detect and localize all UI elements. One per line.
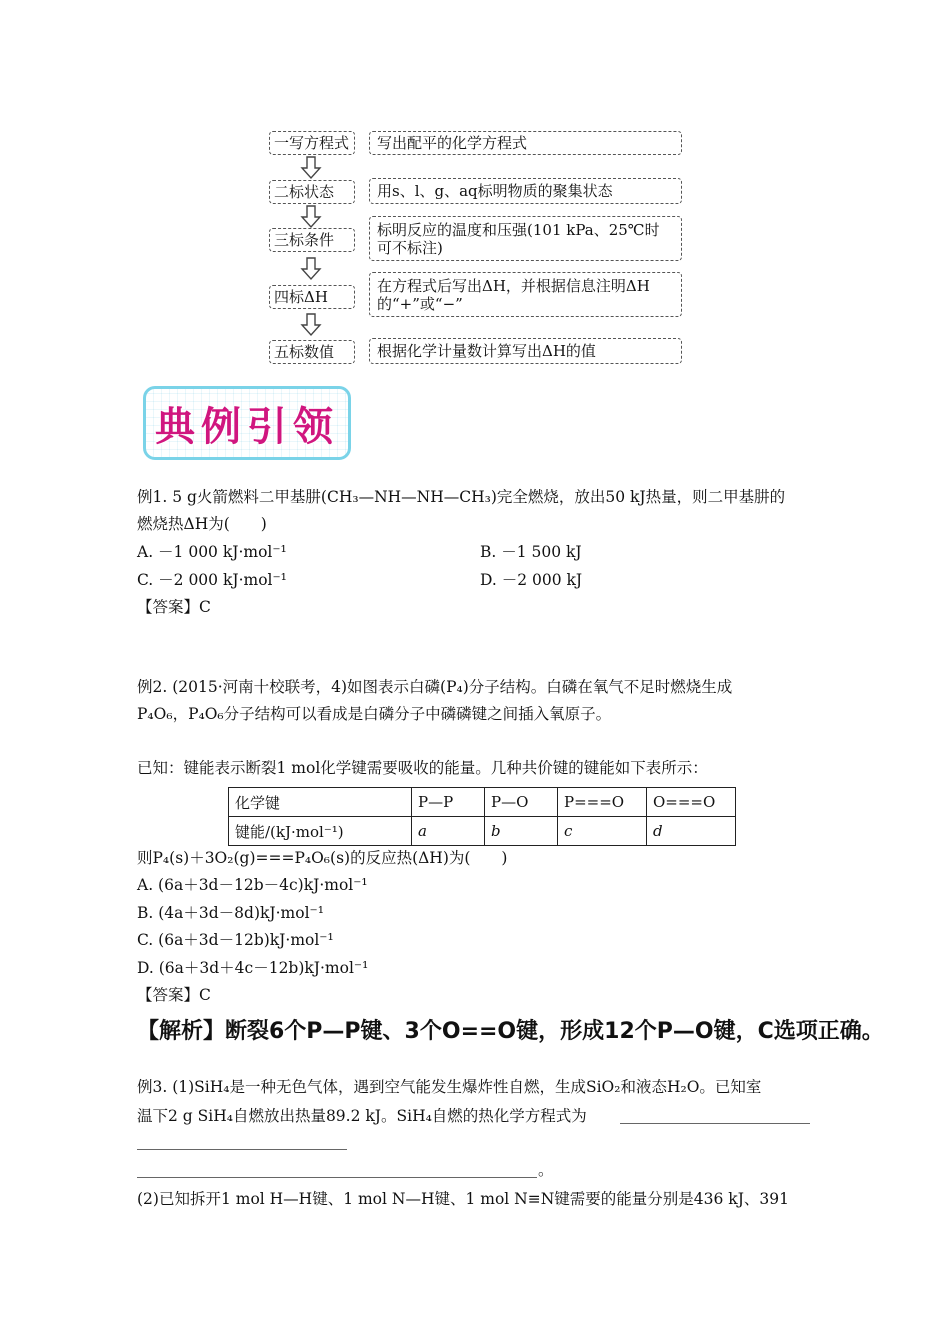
step4-label: 四标ΔH — [269, 285, 355, 309]
down-arrow-icon — [300, 257, 322, 281]
ex2-question: 则P₄(s)＋3O₂(g)===P₄O₆(s)的反应热(ΔH)为( ) — [137, 849, 508, 867]
step3-label: 三标条件 — [269, 228, 355, 252]
table-cell: b — [485, 817, 558, 846]
table-header: O===O — [647, 788, 736, 817]
answer-blank-line — [137, 1149, 347, 1150]
table-cell: d — [647, 817, 736, 846]
answer-blank-line — [620, 1123, 810, 1124]
ex3-period: 。 — [538, 1161, 554, 1179]
ex1-answer: 【答案】C — [137, 598, 211, 616]
step2-label: 二标状态 — [269, 180, 355, 204]
table-header: P—O — [485, 788, 558, 817]
down-arrow-icon — [300, 156, 322, 180]
ex2-stem-line2: P₄O₆，P₄O₆分子结构可以看成是白磷分子中磷磷键之间插入氧原子。 — [137, 705, 612, 723]
ex2-option-b: B. (4a＋3d－8d)kJ·mol⁻¹ — [137, 904, 324, 922]
table-header: P—P — [412, 788, 485, 817]
step2-desc: 用s、l、g、aq标明物质的聚集状态 — [369, 178, 682, 204]
ex2-option-c: C. (6a＋3d－12b)kJ·mol⁻¹ — [137, 931, 334, 949]
bond-energy-table — [228, 787, 736, 846]
ex3-stem-line2: 温下2 g SiH₄自燃放出热量89.2 kJ。SiH₄自燃的热化学方程式为 — [137, 1107, 587, 1125]
table-row — [229, 817, 736, 846]
ex2-option-d: D. (6a＋3d＋4c－12b)kJ·mol⁻¹ — [137, 959, 369, 977]
ex1-option-b: B. －1 500 kJ — [480, 543, 582, 561]
down-arrow-icon — [300, 205, 322, 229]
ex1-option-a: A. －1 000 kJ·mol⁻¹ — [137, 543, 287, 561]
down-arrow-icon — [300, 313, 322, 337]
step1-desc: 写出配平的化学方程式 — [369, 131, 682, 155]
table-row — [229, 788, 736, 817]
ex1-option-d: D. －2 000 kJ — [480, 571, 583, 589]
ex2-answer: 【答案】C — [137, 986, 211, 1004]
table-cell: c — [558, 817, 647, 846]
ex2-analysis: 【解析】断裂6个P—P键、3个O==O键，形成12个P—O键，C选项正确。 — [137, 1019, 884, 1044]
table-cell: a — [412, 817, 485, 846]
ex2-option-a: A. (6a＋3d－12b－4c)kJ·mol⁻¹ — [137, 876, 368, 894]
ex2-known: 已知：键能表示断裂1 mol化学键需要吸收的能量。几种共价键的键能如下表所示： — [137, 759, 708, 777]
table-cell: 键能/(kJ·mol⁻¹) — [229, 817, 412, 846]
ex2-stem-line1: 例2. (2015·河南十校联考，4)如图表示白磷(P₄)分子结构。白磷在氧气不足时燃烧生成 — [137, 678, 733, 696]
step4-desc: 在方程式后写出ΔH，并根据信息注明ΔH 的“+”或“−” — [369, 272, 682, 317]
step5-desc: 根据化学计量数计算写出ΔH的值 — [369, 338, 682, 364]
ex1-option-c: C. －2 000 kJ·mol⁻¹ — [137, 571, 287, 589]
table-header: 化学键 — [229, 788, 412, 817]
table-header: P===O — [558, 788, 647, 817]
ex3-stem-line1: 例3. (1)SiH₄是一种无色气体，遇到空气能发生爆炸性自燃，生成SiO₂和液态H₂O。已知室 — [137, 1078, 762, 1096]
step5-label: 五标数值 — [269, 340, 355, 364]
ex1-stem-line1: 例1. 5 g火箭燃料二甲基肼(CH₃—NH—NH—CH₃)完全燃烧，放出50 kJ热量，则二甲基肼的 — [137, 488, 786, 506]
ex3-part2-line1: (2)已知拆开1 mol H—H键、1 mol N—H键、1 mol N≡N键需要的能量分别是436 kJ、391 — [137, 1190, 789, 1208]
step1-label: 一写方程式 — [269, 131, 355, 155]
section-banner: 典例引领 — [143, 386, 351, 460]
ex1-stem-line2: 燃烧热ΔH为( ) — [137, 515, 267, 533]
answer-blank-line — [137, 1177, 537, 1178]
step3-desc: 标明反应的温度和压强(101 kPa、25℃时 可不标注) — [369, 216, 682, 261]
